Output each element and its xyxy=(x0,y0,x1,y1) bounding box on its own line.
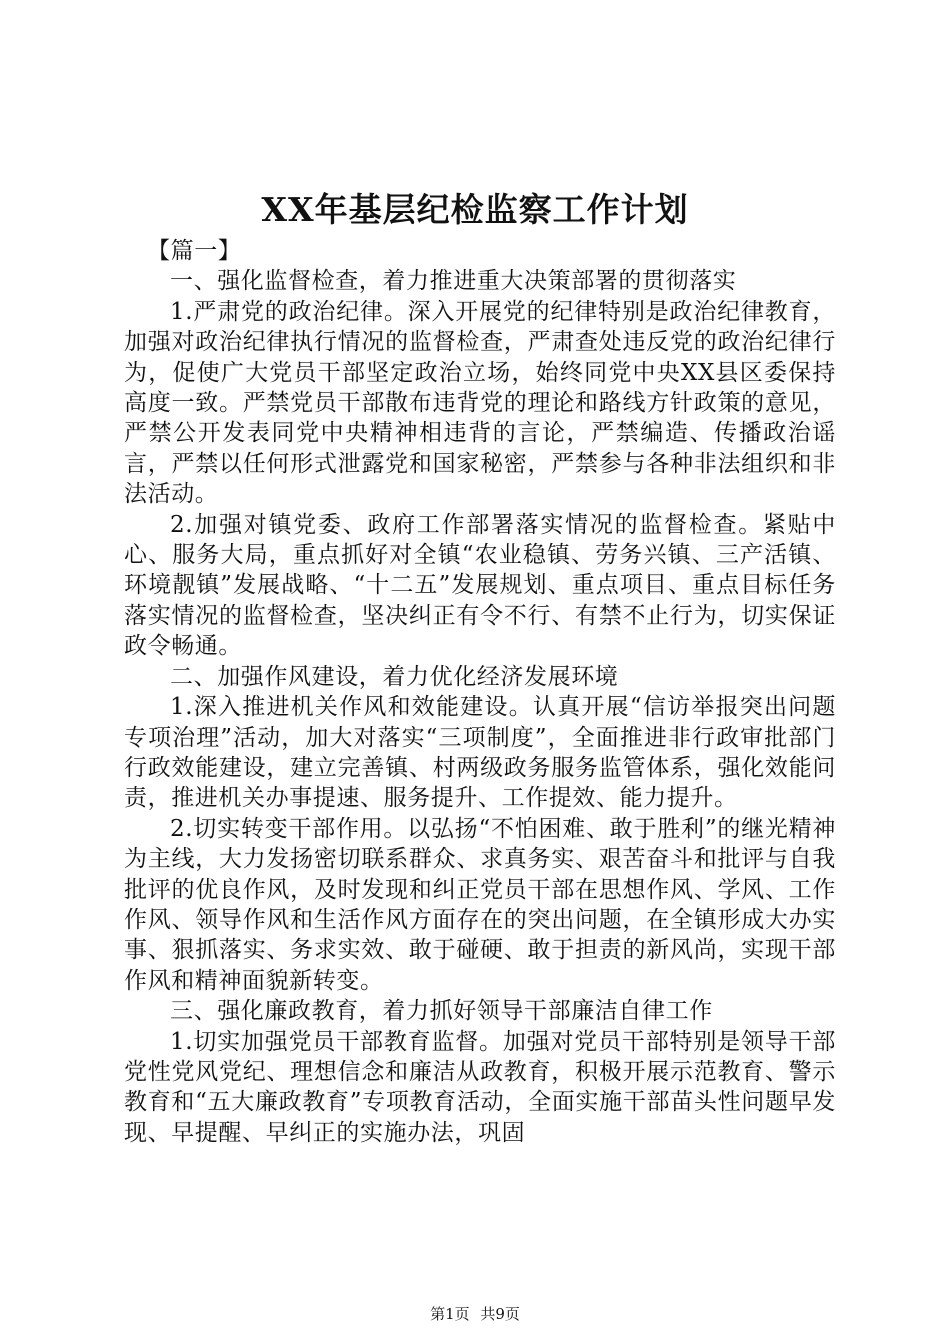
paragraph-1-1: 1.严肃党的政治纪律。深入开展党的纪律特别是政治纪律教育，加强对政治纪律执行情况的监督检查，严肃查处违反党的政治纪律行为，促使广大党员干部坚定政治立场，始终同党中央XX县区委保持高度一致。严禁党员干部散布违背党的理论和路线方针政策的意见，严禁公开发表同党中央精神相违背的言论，严禁编造、传播政治谣言，严禁以任何形式泄露党和国家秘密，严禁参与各种非法组织和非法活动。 xyxy=(124,298,836,508)
paragraph-3-1: 1.切实加强党员干部教育监督。加强对党员干部特别是领导干部党性党风党纪、理想信念和廉洁从政教育，积极开展示范教育、警示教育和“五大廉政教育”专项教育活动，全面实施干部苗头性问题早发现、早提醒、早纠正的实施办法，巩固 xyxy=(124,1028,836,1146)
section-heading-3: 三、强化廉政教育，着力抓好领导干部廉洁自律工作 xyxy=(170,998,713,1025)
paragraph-1-2: 2.加强对镇党委、政府工作部署落实情况的监督检查。紧贴中心、服务大局，重点抓好对全镇“农业稳镇、劳务兴镇、三产活镇、环境靓镇”发展战略、“十二五”发展规划、重点项目、重点目标任务落实情况的监督检查，坚决纠正有令不行、有禁不止行为，切实保证政令畅通。 xyxy=(124,511,836,660)
paragraph-2-1: 1.深入推进机关作风和效能建设。认真开展“信访举报突出问题专项治理”活动，加大对落实“三项制度”，全面推进非行政审批部门行政效能建设，建立完善镇、村两级政务服务监管体系，强化效能问责，推进机关办事提速、服务提升、工作提效、能力提升。 xyxy=(124,694,836,812)
page-footer xyxy=(0,1304,950,1324)
section-marker: 【篇一】 xyxy=(147,238,242,264)
document-body xyxy=(124,236,836,1148)
paragraph-2-2: 2.切实转变干部作用。以弘扬“不怕困难、敢于胜利”的继光精神为主线，大力发扬密切联系群众、求真务实、艰苦奋斗和批评与自我批评的优良作风，及时发现和纠正党员干部在思想作风、学风、工作作风、领导作风和生活作风方面存在的突出问题，在全镇形成大办实事、狠抓落实、务求实效、敢于碰硬、敢于担责的新风尚，实现干部作风和精神面貌新转变。 xyxy=(124,815,836,994)
page-number: 第1页 xyxy=(430,1305,470,1323)
page-total: 共9页 xyxy=(480,1305,520,1323)
section-heading-1: 一、强化监督检查，着力推进重大决策部署的贯彻落实 xyxy=(170,268,737,295)
section-heading-2: 二、加强作风建设，着力优化经济发展环境 xyxy=(170,663,619,690)
document-title: XX年基层纪检监察工作计划 xyxy=(261,190,689,229)
